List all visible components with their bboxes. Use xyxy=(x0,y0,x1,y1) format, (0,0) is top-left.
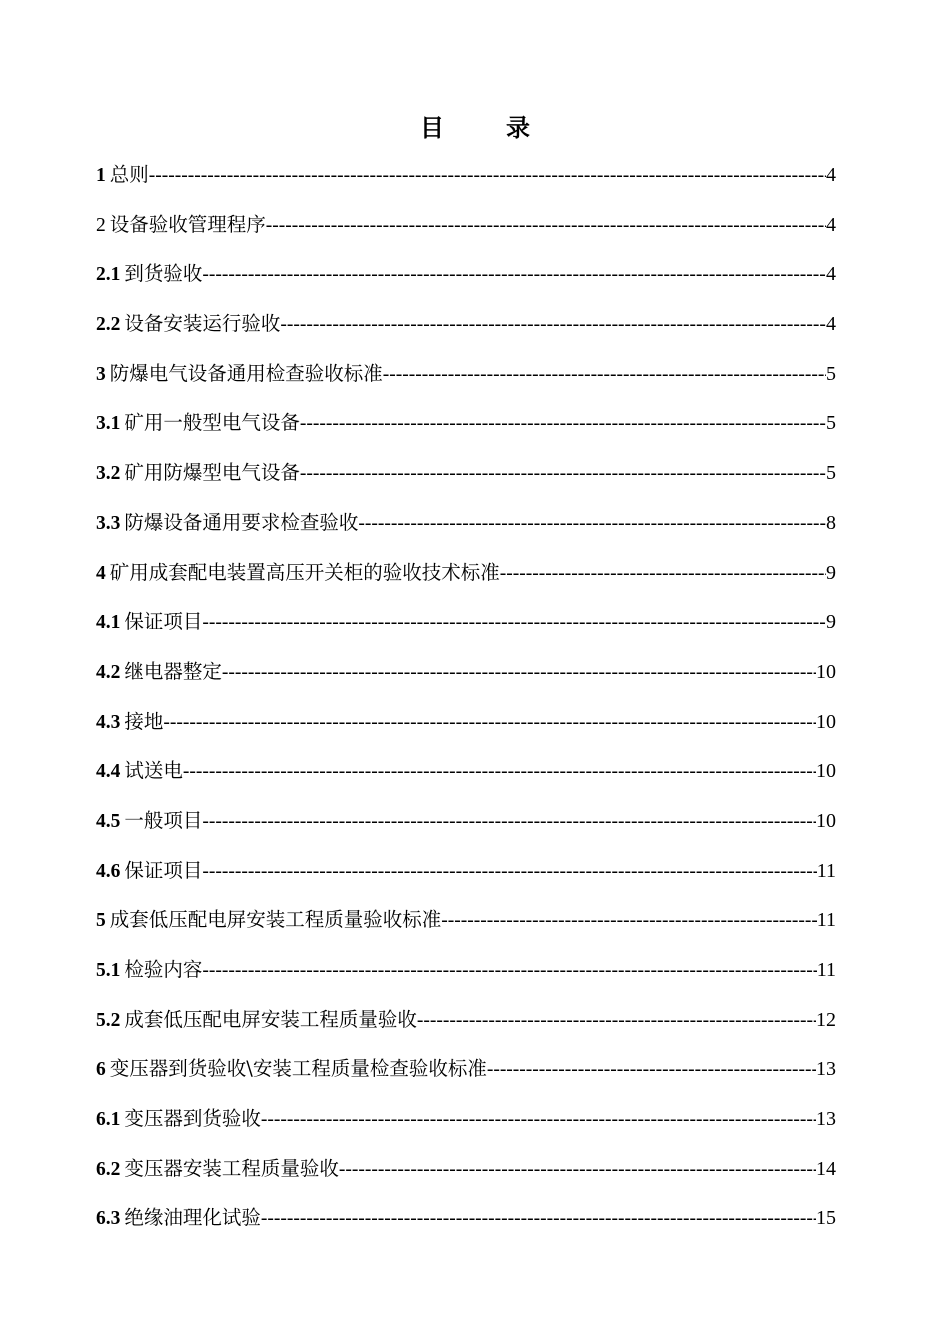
toc-dot-leader xyxy=(202,956,816,986)
toc-entry-number: 4 xyxy=(96,562,106,584)
toc-entry-number: 4.1 xyxy=(96,612,121,634)
toc-entry-page-number: 15 xyxy=(816,1207,836,1230)
toc-dot-leader xyxy=(261,1105,816,1135)
toc-entry-page-number: 4 xyxy=(826,213,836,236)
toc-entry-page-number: 10 xyxy=(816,660,836,683)
toc-dot-leader xyxy=(339,1155,816,1185)
toc-entry[interactable] xyxy=(96,657,836,707)
toc-dot-leader xyxy=(441,906,816,936)
toc-entry[interactable] xyxy=(96,408,836,458)
table-of-contents xyxy=(96,160,836,1253)
toc-entry-title: 总则 xyxy=(109,163,149,186)
title-char-1: 目 xyxy=(420,113,444,142)
toc-dot-leader xyxy=(222,658,816,688)
toc-entry-number: 2.1 xyxy=(96,264,121,286)
toc-dot-leader xyxy=(261,1204,816,1234)
toc-entry[interactable] xyxy=(96,955,836,1005)
toc-dot-leader xyxy=(300,409,826,439)
toc-entry-number: 6.2 xyxy=(96,1158,121,1180)
toc-dot-leader xyxy=(280,310,826,340)
toc-entry-title: 接地 xyxy=(124,709,164,733)
toc-dot-leader xyxy=(183,757,816,787)
toc-entry-page-number: 10 xyxy=(816,710,836,733)
toc-entry-page-number: 11 xyxy=(816,959,836,981)
toc-entry[interactable] xyxy=(96,508,836,558)
toc-entry-number: 4.3 xyxy=(96,711,121,733)
toc-entry-title: 一般项目 xyxy=(124,808,203,832)
toc-entry-number: 3 xyxy=(96,363,106,385)
toc-entry[interactable] xyxy=(96,558,836,608)
toc-entry-page-number: 13 xyxy=(816,1108,836,1131)
toc-dot-leader xyxy=(383,360,826,390)
toc-entry-title: 变压器安装工程质量验收 xyxy=(124,1156,339,1180)
toc-entry-page-number: 4 xyxy=(826,263,836,286)
toc-entry[interactable] xyxy=(96,309,836,359)
toc-entry-title: 矿用防爆型电气设备 xyxy=(124,461,300,485)
toc-entry-title: 变压器到货验收 xyxy=(124,1107,261,1131)
toc-entry-title: 变压器到货验收\安装工程质量检查验收标准 xyxy=(109,1057,487,1081)
toc-entry[interactable] xyxy=(96,1054,836,1104)
toc-entry[interactable] xyxy=(96,905,836,955)
toc-entry-title: 绝缘油理化试验 xyxy=(124,1206,261,1230)
toc-entry-number: 1 xyxy=(96,165,106,186)
toc-entry-title: 设备验收管理程序 xyxy=(109,212,266,236)
toc-entry-number: 4.6 xyxy=(96,860,121,882)
toc-dot-leader xyxy=(358,509,826,539)
toc-dot-leader xyxy=(266,211,826,241)
toc-entry-number: 6.3 xyxy=(96,1208,121,1230)
toc-entry[interactable] xyxy=(96,1104,836,1154)
toc-entry-page-number: 10 xyxy=(816,760,836,783)
toc-dot-leader xyxy=(202,807,816,837)
toc-entry-title: 保证项目 xyxy=(124,610,203,634)
toc-entry-page-number: 11 xyxy=(816,909,836,932)
toc-dot-leader xyxy=(487,1055,816,1085)
toc-entry[interactable] xyxy=(96,607,836,657)
toc-dot-leader xyxy=(202,857,816,887)
toc-entry-number: 2.2 xyxy=(96,314,121,336)
toc-entry-number: 3.3 xyxy=(96,512,121,534)
toc-entry-title: 成套低压配电屏安装工程质量验收 xyxy=(124,1007,417,1031)
toc-entry[interactable] xyxy=(96,1005,836,1055)
toc-entry-title: 成套低压配电屏安装工程质量验收标准 xyxy=(109,908,442,932)
toc-entry[interactable] xyxy=(96,707,836,757)
toc-entry-number: 4.2 xyxy=(96,661,121,683)
toc-entry-title: 矿用成套配电装置高压开关柜的验收技术标准 xyxy=(109,560,500,584)
toc-dot-leader xyxy=(163,708,816,738)
toc-entry-number: 5.2 xyxy=(96,1009,121,1031)
toc-dot-leader xyxy=(149,161,826,191)
toc-entry-page-number: 9 xyxy=(826,611,836,634)
toc-entry-page-number: 4 xyxy=(826,313,836,336)
toc-entry[interactable] xyxy=(96,1154,836,1204)
toc-dot-leader xyxy=(202,608,826,638)
toc-entry-title: 试送电 xyxy=(124,759,183,783)
toc-entry-page-number: 5 xyxy=(826,362,836,385)
toc-entry[interactable] xyxy=(96,160,836,210)
toc-entry[interactable] xyxy=(96,210,836,260)
toc-entry-title: 继电器整定 xyxy=(124,659,222,683)
toc-entry-title: 防爆电气设备通用检查验收标准 xyxy=(109,361,383,385)
toc-entry-page-number: 14 xyxy=(816,1157,836,1180)
toc-entry-number: 5 xyxy=(96,910,106,932)
toc-entry-title: 检验内容 xyxy=(124,958,203,981)
toc-entry-page-number: 8 xyxy=(826,511,836,534)
toc-entry-number: 4.4 xyxy=(96,761,121,783)
toc-entry-page-number: 12 xyxy=(816,1008,836,1031)
toc-entry-number: 3.1 xyxy=(96,413,121,435)
toc-dot-leader xyxy=(417,1006,816,1036)
toc-entry-number: 4.5 xyxy=(96,810,121,832)
title-char-2: 录 xyxy=(506,113,530,142)
toc-entry-page-number: 4 xyxy=(826,164,836,186)
toc-entry-number: 2 xyxy=(96,214,106,236)
toc-entry-title: 防爆设备通用要求检查验收 xyxy=(124,510,359,534)
toc-entry-number: 6.1 xyxy=(96,1109,121,1131)
toc-entry-title: 矿用一般型电气设备 xyxy=(124,411,300,435)
toc-entry-number: 5.1 xyxy=(96,960,121,981)
page-title xyxy=(0,108,950,143)
toc-entry[interactable] xyxy=(96,806,836,856)
toc-entry-title: 保证项目 xyxy=(124,858,203,882)
toc-entry[interactable] xyxy=(96,359,836,409)
toc-entry[interactable] xyxy=(96,1203,836,1253)
toc-entry-title: 设备安装运行验收 xyxy=(124,312,281,336)
toc-entry-page-number: 5 xyxy=(826,462,836,485)
toc-dot-leader xyxy=(202,260,826,290)
toc-entry-page-number: 10 xyxy=(816,809,836,832)
toc-entry-page-number: 13 xyxy=(816,1058,836,1081)
toc-entry-page-number: 5 xyxy=(826,412,836,435)
toc-entry-number: 3.2 xyxy=(96,463,121,485)
toc-entry-page-number: 9 xyxy=(826,561,836,584)
toc-entry[interactable] xyxy=(96,458,836,508)
toc-entry[interactable] xyxy=(96,259,836,309)
toc-entry[interactable] xyxy=(96,756,836,806)
toc-entry[interactable] xyxy=(96,856,836,906)
toc-dot-leader xyxy=(300,459,826,489)
toc-entry-page-number: 11 xyxy=(816,859,836,882)
toc-entry-title: 到货验收 xyxy=(124,262,203,286)
toc-dot-leader xyxy=(500,559,826,589)
toc-entry-number: 6 xyxy=(96,1059,106,1081)
